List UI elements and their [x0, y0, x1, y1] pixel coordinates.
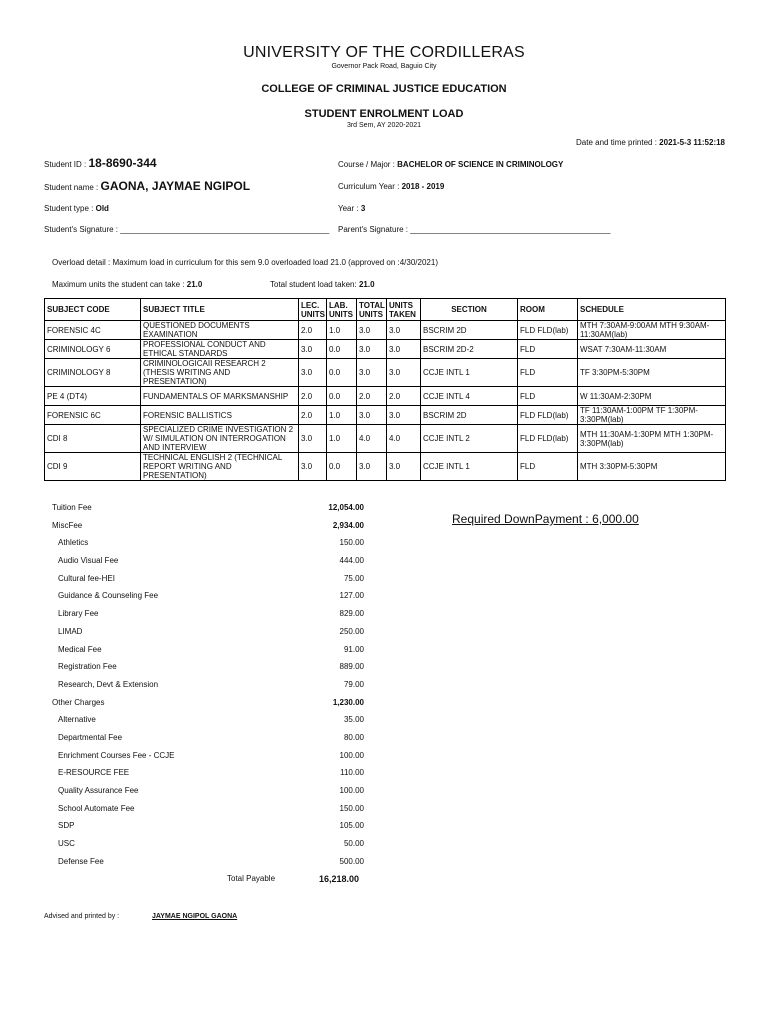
cell-lec: 3.0	[299, 340, 327, 359]
fee-name: Cultural fee-HEI	[58, 573, 115, 583]
cell-schedule: WSAT 7:30AM-11:30AM	[578, 340, 726, 359]
fee-name: LIMAD	[58, 626, 83, 636]
cell-total: 4.0	[357, 425, 387, 453]
fee-amount: 105.00	[339, 821, 364, 831]
year-value: 3	[360, 204, 366, 213]
cell-title: CRIMINOLOGICAII RESEARCH 2 (THESIS WRITING AND PRESENTATION)	[141, 359, 299, 387]
semester: 3rd Sem, AY 2020-2021	[346, 122, 422, 129]
fee-row	[44, 748, 364, 766]
cell-title: FUNDAMENTALS OF MARKSMANSHIP	[141, 387, 299, 406]
table-row	[45, 340, 726, 359]
cell-total: 3.0	[357, 359, 387, 387]
fee-name: Defense Fee	[58, 856, 104, 866]
student-name-row	[44, 179, 250, 193]
course-value: BACHELOR OF SCIENCE IN CRIMINOLOGY	[397, 160, 564, 169]
student-id-label: Student ID :	[44, 160, 87, 169]
cell-lab: 0.0	[327, 387, 357, 406]
curriculum-value: 2018 - 2019	[401, 182, 445, 191]
fee-row	[44, 801, 364, 819]
course-label: Course / Major :	[338, 160, 395, 169]
fee-amount: 500.00	[339, 856, 364, 866]
cell-code: FORENSIC 6C	[45, 406, 141, 425]
fee-amount: 35.00	[343, 715, 364, 725]
cell-code: CRIMINOLOGY 8	[45, 359, 141, 387]
cell-section: BSCRIM 2D	[421, 321, 518, 340]
cell-title: FORENSIC BALLISTICS	[141, 406, 299, 425]
table-row	[45, 453, 726, 481]
fee-row	[44, 783, 364, 801]
header-total: TOTAL UNITS	[357, 299, 387, 321]
fee-row	[44, 765, 364, 783]
fee-row	[44, 730, 364, 748]
header-lab: LAB. UNITS	[327, 299, 357, 321]
cell-room: FLD	[518, 453, 578, 481]
cell-code: CDI 9	[45, 453, 141, 481]
table-row	[45, 425, 726, 453]
cell-taken: 4.0	[387, 425, 421, 453]
max-units-label: Maximum units the student can take :	[52, 280, 185, 289]
table-row	[45, 406, 726, 425]
cell-room: FLD	[518, 387, 578, 406]
cell-lec: 3.0	[299, 425, 327, 453]
fee-name: Departmental Fee	[58, 732, 123, 742]
cell-section: BSCRIM 2D	[421, 406, 518, 425]
cell-taken: 3.0	[387, 321, 421, 340]
cell-total: 2.0	[357, 387, 387, 406]
table-header-row	[45, 299, 726, 321]
student-type-label: Student type :	[44, 204, 94, 213]
cell-lec: 2.0	[299, 387, 327, 406]
table-row	[45, 387, 726, 406]
subjects-table	[44, 298, 726, 481]
max-units-value: 21.0	[186, 280, 203, 289]
fee-row	[44, 571, 364, 589]
fee-name: Enrichment Courses Fee - CCJE	[58, 750, 175, 760]
printed-label: Date and time printed :	[576, 138, 657, 147]
cell-room: FLD	[518, 340, 578, 359]
cell-section: BSCRIM 2D-2	[421, 340, 518, 359]
header-lec: LEC. UNITS	[299, 299, 327, 321]
student-id: 18-8690-344	[88, 156, 157, 170]
fee-name: USC	[58, 839, 75, 849]
cell-section: CCJE INTL 1	[421, 359, 518, 387]
cell-schedule: W 11:30AM-2:30PM	[578, 387, 726, 406]
fee-amount: 79.00	[343, 679, 364, 689]
fee-row	[44, 500, 364, 518]
printed-datetime	[576, 138, 725, 147]
fee-breakdown	[44, 500, 364, 871]
fee-name: MiscFee	[52, 520, 83, 530]
header-schedule: SCHEDULE	[578, 299, 726, 321]
fee-row	[44, 642, 364, 660]
total-payable-amount: 16,218.00	[318, 874, 359, 884]
cell-section: CCJE INTL 4	[421, 387, 518, 406]
fee-name: Medical Fee	[58, 644, 102, 654]
cell-lec: 3.0	[299, 453, 327, 481]
header-title: SUBJECT TITLE	[141, 299, 299, 321]
curriculum-label: Curriculum Year :	[338, 182, 400, 191]
cell-title: PROFESSIONAL CONDUCT AND ETHICAL STANDARDS	[141, 340, 299, 359]
cell-lab: 1.0	[327, 321, 357, 340]
cell-lab: 1.0	[327, 425, 357, 453]
cell-total: 3.0	[357, 340, 387, 359]
fee-amount: 100.00	[339, 786, 364, 795]
college-name: COLLEGE OF CRIMINAL JUSTICE EDUCATION	[261, 83, 507, 95]
fee-name: Quality Assurance Fee	[58, 786, 139, 795]
cell-section: CCJE INTL 1	[421, 453, 518, 481]
cell-room: FLD FLD(lab)	[518, 425, 578, 453]
fee-name: Research, Devt & Extension	[58, 679, 159, 689]
total-load-value: 21.0	[358, 280, 375, 289]
student-type-row	[44, 204, 109, 213]
total-payable-label: Total Payable	[227, 874, 276, 883]
fee-row	[44, 836, 364, 854]
max-units-row	[52, 280, 202, 289]
fee-amount: 150.00	[339, 538, 364, 548]
header-section: SECTION	[421, 299, 518, 321]
fee-row	[44, 535, 364, 553]
cell-schedule: MTH 11:30AM-1:30PM MTH 1:30PM-3:30PM(lab)	[578, 425, 726, 453]
fee-name: Athletics	[58, 538, 89, 548]
fee-amount: 829.00	[339, 609, 364, 619]
overload-detail: Overload detail : Maximum load in curriculum for this sem 9.0 overloaded load 21.0 (approved on :4/30/2021)	[52, 258, 438, 267]
fee-row	[44, 818, 364, 836]
fee-name: Alternative	[58, 715, 96, 725]
cell-title: QUESTIONED DOCUMENTS EXAMINATION	[141, 321, 299, 340]
university-name: UNIVERSITY OF THE CORDILLERAS	[243, 44, 525, 61]
total-load-row	[270, 280, 375, 289]
cell-lec: 3.0	[299, 359, 327, 387]
cell-lab: 0.0	[327, 453, 357, 481]
fee-name: Registration Fee	[58, 662, 117, 672]
fee-row	[44, 677, 364, 695]
cell-taken: 3.0	[387, 340, 421, 359]
table-row	[45, 321, 726, 340]
fee-row	[44, 588, 364, 606]
cell-schedule: MTH 7:30AM-9:00AM MTH 9:30AM-11:30AM(lab)	[578, 321, 726, 340]
cell-room: FLD FLD(lab)	[518, 406, 578, 425]
fee-amount: 75.00	[343, 573, 364, 583]
cell-lec: 2.0	[299, 321, 327, 340]
fee-name: Guidance & Counseling Fee	[58, 591, 159, 601]
student-type: Old	[95, 204, 109, 213]
fee-amount: 1,230.00	[332, 697, 364, 707]
header-code: SUBJECT CODE	[45, 299, 141, 321]
student-id-row	[44, 156, 157, 170]
cell-section: CCJE INTL 2	[421, 425, 518, 453]
fee-amount: 889.00	[339, 662, 364, 672]
fee-row	[44, 518, 364, 536]
header-room: ROOM	[518, 299, 578, 321]
fee-name: Tuition Fee	[52, 503, 92, 512]
cell-schedule: MTH 3:30PM-5:30PM	[578, 453, 726, 481]
fee-amount: 100.00	[339, 750, 364, 760]
fee-row	[44, 624, 364, 642]
cell-taken: 3.0	[387, 453, 421, 481]
university-address: Governor Pack Road, Baguio City	[331, 63, 437, 70]
fee-amount: 444.00	[339, 556, 364, 566]
fee-row	[44, 695, 364, 713]
fee-row	[44, 659, 364, 677]
cell-title: SPECIALIZED CRIME INVESTIGATION 2 W/ SIMULATION ON INTERROGATION AND INTERVIEW	[141, 425, 299, 453]
fee-amount: 250.00	[339, 626, 364, 636]
fee-row	[44, 553, 364, 571]
fee-name: Other Charges	[52, 697, 105, 707]
fee-amount: 50.00	[343, 839, 364, 849]
advised-label: Advised and printed by :	[44, 913, 120, 920]
cell-lab: 0.0	[327, 340, 357, 359]
cell-taken: 2.0	[387, 387, 421, 406]
fee-row	[44, 854, 364, 872]
header-taken: UNITS TAKEN	[387, 299, 421, 321]
year-label: Year :	[338, 204, 359, 213]
fee-name: E-RESOURCE FEE	[58, 768, 130, 778]
cell-code: CDI 8	[45, 425, 141, 453]
cell-lab: 1.0	[327, 406, 357, 425]
fee-amount: 110.00	[340, 768, 364, 778]
curriculum-row	[338, 182, 444, 191]
cell-code: PE 4 (DT4)	[45, 387, 141, 406]
cell-code: CRIMINOLOGY 6	[45, 340, 141, 359]
cell-taken: 3.0	[387, 359, 421, 387]
cell-taken: 3.0	[387, 406, 421, 425]
fee-amount: 12,054.00	[328, 503, 364, 512]
cell-total: 3.0	[357, 321, 387, 340]
parent-signature: Parent's Signature : _____________________________________________	[338, 225, 611, 234]
required-downpayment: Required DownPayment : 6,000.00	[452, 512, 639, 526]
student-name-label: Student name :	[44, 183, 99, 192]
advised-name: JAYMAE NGIPOL GAONA	[152, 913, 238, 920]
fee-amount: 80.00	[343, 732, 364, 742]
fee-amount: 150.00	[339, 803, 364, 813]
fee-name: Audio Visual Fee	[58, 556, 119, 566]
cell-code: FORENSIC 4C	[45, 321, 141, 340]
fee-amount: 91.00	[343, 644, 364, 654]
cell-room: FLD FLD(lab)	[518, 321, 578, 340]
fee-name: SDP	[58, 821, 75, 831]
cell-total: 3.0	[357, 406, 387, 425]
fee-name: Library Fee	[58, 609, 99, 619]
total-load-label: Total student load taken:	[270, 280, 357, 289]
printed-value: 2021-5-3 11:52:18	[659, 138, 725, 147]
fee-row	[44, 712, 364, 730]
year-row	[338, 204, 365, 213]
student-name: GAONA, JAYMAE NGIPOL	[100, 179, 251, 193]
fee-amount: 127.00	[339, 591, 364, 601]
cell-room: FLD	[518, 359, 578, 387]
course-row	[338, 160, 563, 169]
fee-name: School Automate Fee	[58, 803, 135, 813]
cell-lab: 0.0	[327, 359, 357, 387]
cell-schedule: TF 3:30PM-5:30PM	[578, 359, 726, 387]
fee-row	[44, 606, 364, 624]
cell-schedule: TF 11:30AM-1:00PM TF 1:30PM-3:30PM(lab)	[578, 406, 726, 425]
document-title: STUDENT ENROLMENT LOAD	[304, 108, 464, 120]
cell-total: 3.0	[357, 453, 387, 481]
table-row	[45, 359, 726, 387]
cell-lec: 2.0	[299, 406, 327, 425]
cell-title: TECHNICAL ENGLISH 2 (TECHNICAL REPORT WRITING AND PRESENTATION)	[141, 453, 299, 481]
fee-amount: 2,934.00	[332, 520, 364, 530]
student-signature: Student's Signature : _______________________________________________	[44, 225, 330, 234]
